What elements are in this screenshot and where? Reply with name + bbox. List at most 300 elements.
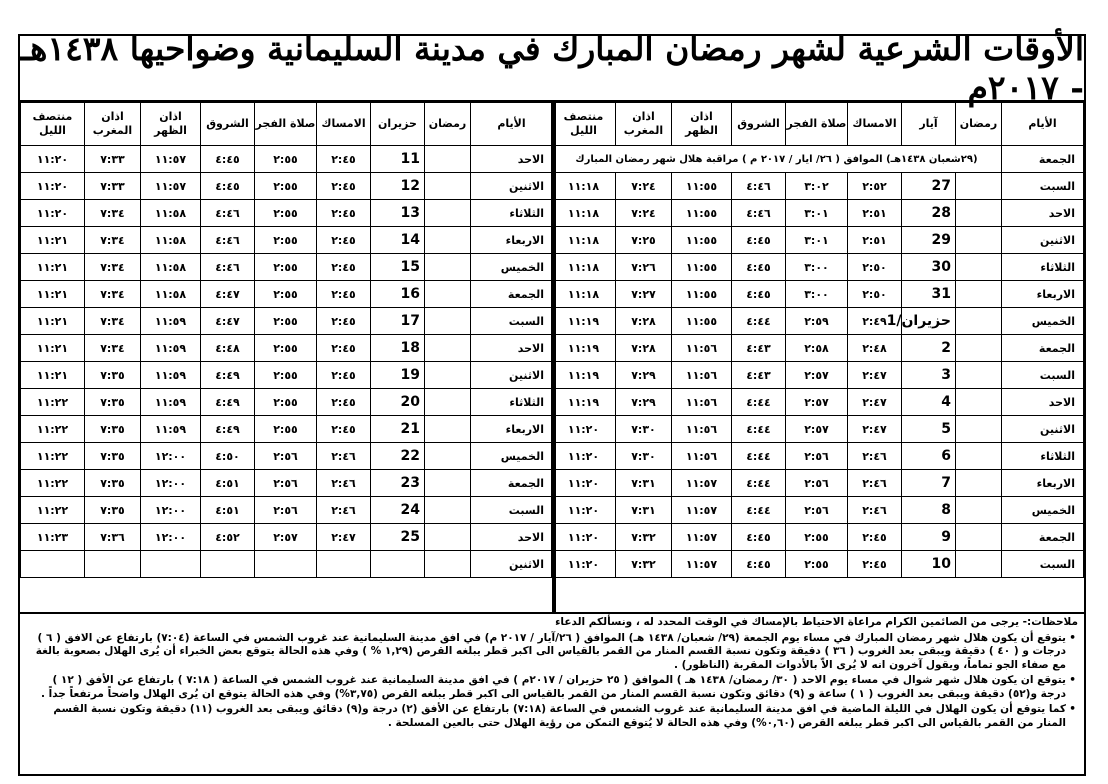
imsak-cell: ٢:٤٨ [848,335,902,362]
fajr-cell: ٢:٥٩ [786,308,848,335]
schedule-table-right [551,102,1084,578]
dhuhr-cell: ١١:٥٨ [141,281,201,308]
shuruq-cell: ٤:٤٣ [732,335,786,362]
maghrib-cell: ٧:٣٣ [85,173,141,200]
day-cell: الاربعاء [471,227,553,254]
fajr-cell: ٢:٥٥ [255,416,317,443]
fajr-cell: ٢:٥٦ [786,443,848,470]
imsak-cell: ٢:٤٥ [317,146,371,173]
col-header: آيار [902,103,956,146]
day-cell: السبت [1002,362,1084,389]
maghrib-cell: ٧:٢٧ [616,281,672,308]
midnight-cell: ١١:١٨ [552,173,616,200]
col-header: اذان الظهر [141,103,201,146]
day-cell: الخميس [1002,308,1084,335]
ramadan-cell [425,389,471,416]
day-cell: الجمعة [471,281,553,308]
fajr-cell: ٢:٥٥ [255,308,317,335]
fajr-cell: ٢:٥٨ [786,335,848,362]
imsak-cell: ٢:٤٥ [317,389,371,416]
day-cell: الاربعاء [471,416,553,443]
ramadan-cell [425,335,471,362]
imsak-cell: ٢:٥١ [848,227,902,254]
midnight-cell: ١١:١٩ [552,389,616,416]
schedule-page [18,29,1086,776]
dhuhr-cell: ١٢:٠٠ [141,443,201,470]
date-cell: 20 [371,389,425,416]
midnight-cell: ١١:٢٢ [21,443,85,470]
shuruq-cell: ٤:٤٥ [201,146,255,173]
dhuhr-cell: ١٢:٠٠ [141,470,201,497]
shuruq-cell: ٤:٥٠ [201,443,255,470]
day-cell: السبت [471,308,553,335]
midnight-cell: ١١:٢٢ [21,416,85,443]
day-cell: الاثنين [471,551,553,578]
fajr-cell: ٢:٥٥ [255,254,317,281]
maghrib-cell: ٧:٣٤ [85,200,141,227]
maghrib-cell: ٧:٣٥ [85,470,141,497]
maghrib-cell: ٧:٢٩ [616,389,672,416]
date-cell: 8 [902,497,956,524]
col-header: اذان الظهر [672,103,732,146]
table-row [21,470,553,497]
dhuhr-cell: ١١:٥٨ [141,254,201,281]
moon-watch-note: (٢٩شعبان ١٤٣٨هـ) الموافق ( ٢٦/ ايار / ٢٠١٧ م ) مراقبة هلال شهر رمضان المبارك [552,146,1002,173]
notes-list [26,632,1078,731]
fajr-cell: ٢:٥٦ [255,470,317,497]
table-row [552,200,1084,227]
shuruq-cell: ٤:٥٢ [201,524,255,551]
imsak-cell: ٢:٥٠ [848,281,902,308]
table-row [552,524,1084,551]
table-row [552,335,1084,362]
fajr-cell: ٢:٥٧ [786,362,848,389]
ramadan-cell [956,335,1002,362]
table-row [21,416,553,443]
dhuhr-cell: ١١:٥٧ [141,173,201,200]
day-cell: الاحد [1002,200,1084,227]
midnight-cell: ١١:٢١ [21,362,85,389]
imsak-cell: ٢:٤٥ [317,335,371,362]
shuruq-cell: ٤:٤٥ [732,551,786,578]
maghrib-cell: ٧:٣٥ [85,443,141,470]
empty-cell [85,551,141,578]
maghrib-cell: ٧:٣٥ [85,416,141,443]
shuruq-cell: ٤:٤٤ [732,389,786,416]
fajr-cell: ٢:٥٦ [255,443,317,470]
date-cell: 25 [371,524,425,551]
dhuhr-cell: ١١:٥٩ [141,362,201,389]
fajr-cell: ٢:٥٥ [786,524,848,551]
midnight-cell: ١١:٢١ [21,308,85,335]
dhuhr-cell: ١١:٥٨ [141,200,201,227]
table-row [21,497,553,524]
col-header: رمضان [956,103,1002,146]
midnight-cell: ١١:١٨ [552,227,616,254]
midnight-cell: ١١:٢١ [21,281,85,308]
imsak-cell: ٢:٤٦ [848,470,902,497]
date-cell: 2 [902,335,956,362]
imsak-cell: ٢:٤٥ [848,524,902,551]
table-row [552,254,1084,281]
table-row [21,146,553,173]
imsak-cell: ٢:٤٥ [848,551,902,578]
notes-header: ملاحظات:- يرجى من الصائمين الكرام مراعاة الاحتياط بالإمساك في الوقت المحدد له ، ونسألكم الدعاء [555,616,1078,628]
day-cell: السبت [1002,173,1084,200]
midnight-cell: ١١:٢٠ [552,497,616,524]
date-cell: 18 [371,335,425,362]
day-cell: الثلاثاء [1002,254,1084,281]
day-cell: الجمعة [1002,146,1084,173]
fajr-cell: ٣:٠١ [786,200,848,227]
date-cell: 30 [902,254,956,281]
dhuhr-cell: ١١:٥٥ [672,308,732,335]
shuruq-cell: ٤:٤٥ [732,227,786,254]
shuruq-cell: ٤:٤٩ [201,362,255,389]
maghrib-cell: ٧:٣٥ [85,362,141,389]
date-cell: 15 [371,254,425,281]
maghrib-cell: ٧:٣٤ [85,308,141,335]
ramadan-cell [956,470,1002,497]
table-row [21,200,553,227]
date-cell: 28 [902,200,956,227]
day-cell: الاحد [471,335,553,362]
ramadan-cell [956,497,1002,524]
col-header: الأيام [471,103,553,146]
col-header: الامساك [317,103,371,146]
day-cell: الاثنين [471,173,553,200]
table-row [552,389,1084,416]
shuruq-cell: ٤:٤٧ [201,281,255,308]
day-cell: الخميس [471,443,553,470]
imsak-cell: ٢:٤٦ [317,497,371,524]
dhuhr-cell: ١١:٥٥ [672,281,732,308]
day-cell: السبت [471,497,553,524]
date-cell: 12 [371,173,425,200]
day-cell: الاثنين [1002,227,1084,254]
imsak-cell: ٢:٤٦ [317,443,371,470]
ramadan-cell [425,146,471,173]
imsak-cell: ٢:٤٧ [848,389,902,416]
midnight-cell: ١١:٢٣ [21,524,85,551]
day-cell: الخميس [471,254,553,281]
date-cell: 11 [371,146,425,173]
midnight-cell: ١١:٢٢ [21,497,85,524]
imsak-cell: ٢:٤٦ [317,470,371,497]
shuruq-cell: ٤:٤٤ [732,443,786,470]
day-cell: الاربعاء [1002,281,1084,308]
ramadan-cell [956,200,1002,227]
maghrib-cell: ٧:٣١ [616,470,672,497]
midnight-cell: ١١:٢٢ [21,470,85,497]
ramadan-cell [956,389,1002,416]
table-row [21,254,553,281]
dhuhr-cell: ١١:٥٧ [672,470,732,497]
maghrib-cell: ٧:٣٢ [616,524,672,551]
midnight-cell: ١١:٢١ [21,335,85,362]
dhuhr-cell: ١١:٥٩ [141,335,201,362]
imsak-cell: ٢:٤٥ [317,254,371,281]
maghrib-cell: ٧:٢٦ [616,254,672,281]
table-row [552,470,1084,497]
date-cell: 13 [371,200,425,227]
table-row [21,362,553,389]
fajr-cell: ٢:٥٥ [255,227,317,254]
shuruq-cell: ٤:٤٧ [201,308,255,335]
imsak-cell: ٢:٥٢ [848,173,902,200]
day-cell: الاثنين [1002,416,1084,443]
day-cell: الجمعة [1002,335,1084,362]
midnight-cell: ١١:٢٠ [552,551,616,578]
empty-cell [425,551,471,578]
day-cell: الثلاثاء [471,200,553,227]
table-row [21,443,553,470]
dhuhr-cell: ١١:٥٥ [672,200,732,227]
maghrib-cell: ٧:٣٤ [85,281,141,308]
maghrib-cell: ٧:٣٠ [616,443,672,470]
fajr-cell: ٢:٥٦ [255,497,317,524]
midnight-cell: ١١:١٩ [552,362,616,389]
maghrib-cell: ٧:٣٤ [85,254,141,281]
midnight-cell: ١١:٢٠ [552,470,616,497]
dhuhr-cell: ١٢:٠٠ [141,497,201,524]
col-header: رمضان [425,103,471,146]
notes-section [20,614,1084,730]
shuruq-cell: ٤:٤٥ [201,173,255,200]
ramadan-cell [425,470,471,497]
day-cell: السبت [1002,551,1084,578]
fajr-cell: ٢:٥٥ [255,146,317,173]
shuruq-cell: ٤:٤٤ [732,470,786,497]
date-cell: 21 [371,416,425,443]
dhuhr-cell: ١١:٥٥ [672,227,732,254]
day-cell: الثلاثاء [1002,443,1084,470]
table-row [552,173,1084,200]
maghrib-cell: ٧:٢٩ [616,362,672,389]
fajr-cell: ٢:٥٧ [255,524,317,551]
midnight-cell: ١١:١٨ [552,200,616,227]
dhuhr-cell: ١١:٥٧ [141,146,201,173]
imsak-cell: ٢:٥١ [848,200,902,227]
maghrib-cell: ٧:٢٥ [616,227,672,254]
date-cell: 10 [902,551,956,578]
fajr-cell: ٣:٠٠ [786,254,848,281]
dhuhr-cell: ١١:٥٧ [672,524,732,551]
maghrib-cell: ٧:٣٦ [85,524,141,551]
maghrib-cell: ٧:٢٨ [616,335,672,362]
dhuhr-cell: ١١:٥٨ [141,227,201,254]
imsak-cell: ٢:٤٦ [848,497,902,524]
shuruq-cell: ٤:٤٦ [732,173,786,200]
table-row [21,227,553,254]
col-header: حزيران [371,103,425,146]
table-row [21,308,553,335]
shuruq-cell: ٤:٤٩ [201,416,255,443]
maghrib-cell: ٧:٢٤ [616,200,672,227]
imsak-cell: ٢:٤٧ [848,416,902,443]
day-cell: الاثنين [471,362,553,389]
table-row [552,497,1084,524]
fajr-cell: ٢:٥٥ [786,551,848,578]
fajr-cell: ٣:٠٢ [786,173,848,200]
day-cell: الاربعاء [1002,470,1084,497]
midnight-cell: ١١:٢٢ [21,389,85,416]
col-header: الشروق [732,103,786,146]
shuruq-cell: ٤:٤٩ [201,389,255,416]
ramadan-cell [425,497,471,524]
shuruq-cell: ٤:٤٦ [201,200,255,227]
col-header: منتصف الليل [21,103,85,146]
imsak-cell: ٢:٤٥ [317,200,371,227]
ramadan-cell [425,308,471,335]
fajr-cell: ٢:٥٦ [786,470,848,497]
fajr-cell: ٢:٥٥ [255,281,317,308]
ramadan-cell [956,443,1002,470]
midnight-cell: ١١:١٩ [552,308,616,335]
date-cell: 29 [902,227,956,254]
day-cell: الخميس [1002,497,1084,524]
date-cell: 17 [371,308,425,335]
midnight-cell: ١١:٢٠ [552,443,616,470]
day-cell: الاحد [1002,389,1084,416]
fajr-cell: ٢:٥٧ [786,389,848,416]
fajr-cell: ٢:٥٥ [255,362,317,389]
midnight-cell: ١١:٢٠ [21,200,85,227]
col-header: صلاة الفجر [786,103,848,146]
ramadan-cell [425,227,471,254]
empty-cell [201,551,255,578]
midnight-cell: ١١:١٩ [552,335,616,362]
shuruq-cell: ٤:٤٥ [732,254,786,281]
table-row [552,281,1084,308]
date-cell: 9 [902,524,956,551]
col-header: اذان المغرب [85,103,141,146]
shuruq-cell: ٤:٥١ [201,470,255,497]
ramadan-cell [425,362,471,389]
imsak-cell: ٢:٤٧ [848,362,902,389]
shuruq-cell: ٤:٤٥ [732,281,786,308]
empty-cell [371,551,425,578]
table-row [21,173,553,200]
ramadan-cell [956,308,1002,335]
ramadan-cell [425,443,471,470]
fajr-cell: ٣:٠١ [786,227,848,254]
ramadan-cell [956,416,1002,443]
dhuhr-cell: ١١:٥٩ [141,308,201,335]
shuruq-cell: ٤:٤٤ [732,416,786,443]
empty-cell [255,551,317,578]
date-cell: حزيران/1 [902,308,956,335]
dhuhr-cell: ١١:٥٦ [672,362,732,389]
day-cell: الاحد [471,146,553,173]
imsak-cell: ٢:٤٥ [317,416,371,443]
midnight-cell: ١١:١٨ [552,281,616,308]
col-header: صلاة الفجر [255,103,317,146]
date-cell: 3 [902,362,956,389]
ramadan-cell [425,200,471,227]
ramadan-cell [956,173,1002,200]
dhuhr-cell: ١٢:٠٠ [141,524,201,551]
dhuhr-cell: ١١:٥٥ [672,254,732,281]
ramadan-cell [956,362,1002,389]
date-cell: 31 [902,281,956,308]
shuruq-cell: ٤:٤٨ [201,335,255,362]
date-cell: 23 [371,470,425,497]
imsak-cell: ٢:٤٩ [848,308,902,335]
table-row [21,281,553,308]
date-cell: 7 [902,470,956,497]
shuruq-cell: ٤:٤٤ [732,497,786,524]
ramadan-cell [425,254,471,281]
ramadan-cell [425,173,471,200]
imsak-cell: ٢:٤٥ [317,227,371,254]
empty-cell [21,551,85,578]
note-item: • كما يتوقع أن يكون الهلال في الليلة الماضية في افق مدينة السليمانية عند غروب الشمس في الساعة (٧:١٨) بارتفاع عن الأفق (٢) درجة و(٩) دقائق ويبقى بعد الغروب (١١) دقيقة وتكون نسبة القسم المنار من القمر بالقياس الى اكبر قطر يبلغه القرص (٠,٦٠%) وفي هذه الحالة لا يُتوقع التمكن من رؤية الهلال حتى بالعين المسلحة . [26,703,1066,730]
col-header: الشروق [201,103,255,146]
midnight-cell: ١١:٢٠ [552,416,616,443]
dhuhr-cell: ١١:٥٦ [672,416,732,443]
fajr-cell: ٢:٥٥ [255,389,317,416]
imsak-cell: ٢:٤٥ [317,362,371,389]
date-cell: 22 [371,443,425,470]
table-row [552,146,1084,173]
ramadan-cell [956,254,1002,281]
note-item: • يتوقع ان يكون هلال شهر شوال في مساء يوم الاحد ( ٣٠/ رمضان/ ١٤٣٨ هـ ) الموافق ( ٢٥ حزيران / ٢٠١٧م ) في افق مدينة السليمانية عند غروب الشمس في الساعة ( ٧:١٨ ) بارتفاع عن الأفق ( ١٢ ) درجة و(٥٢) دقيقة ويبقى بعد الغروب ( ١ ) ساعة و (٩) دقائق وتكون نسبة القسم المنار من القمر بالقياس الى اكبر قطر يبلغه القرص (٣,٧٥%) وفي هذه الحالة يتوقع ان يُرى الهلال واضحاً مرتفعاً جداً . [26,674,1066,701]
maghrib-cell: ٧:٣٥ [85,497,141,524]
day-cell: الثلاثاء [471,389,553,416]
table-header-row [552,103,1084,146]
shuruq-cell: ٤:٥١ [201,497,255,524]
dhuhr-cell: ١١:٥٦ [672,443,732,470]
ramadan-cell [956,281,1002,308]
schedule-table-left [20,102,553,578]
date-cell: 5 [902,416,956,443]
table-row [552,443,1084,470]
empty-cell [141,551,201,578]
dhuhr-cell: ١١:٥٧ [672,497,732,524]
ramadan-cell [425,524,471,551]
date-cell: 4 [902,389,956,416]
midnight-cell: ١١:٢١ [21,227,85,254]
imsak-cell: ٢:٤٥ [317,281,371,308]
maghrib-cell: ٧:٣١ [616,497,672,524]
maghrib-cell: ٧:٣٢ [616,551,672,578]
dhuhr-cell: ١١:٥٩ [141,416,201,443]
maghrib-cell: ٧:٣٤ [85,227,141,254]
table-row [21,335,553,362]
ramadan-cell [425,281,471,308]
shuruq-cell: ٤:٤٥ [732,524,786,551]
dhuhr-cell: ١١:٥٦ [672,389,732,416]
fajr-cell: ٢:٥٥ [255,335,317,362]
col-header: منتصف الليل [552,103,616,146]
table-header-row [21,103,553,146]
table-row [552,551,1084,578]
date-cell: 6 [902,443,956,470]
fajr-cell: ٢:٥٧ [786,416,848,443]
imsak-cell: ٢:٤٦ [848,443,902,470]
ramadan-cell [425,416,471,443]
table-row [552,362,1084,389]
day-cell: الجمعة [1002,524,1084,551]
col-header: اذان المغرب [616,103,672,146]
shuruq-cell: ٤:٤٦ [201,254,255,281]
imsak-cell: ٢:٤٥ [317,173,371,200]
tables-area [20,102,1084,614]
fajr-cell: ٢:٥٥ [255,200,317,227]
fajr-cell: ٢:٥٦ [786,497,848,524]
page-title: الأوقات الشرعية لشهر رمضان المبارك في مدينة السليمانية وضواحيها ١٤٣٨هـ - ٢٠١٧م [20,29,1084,107]
